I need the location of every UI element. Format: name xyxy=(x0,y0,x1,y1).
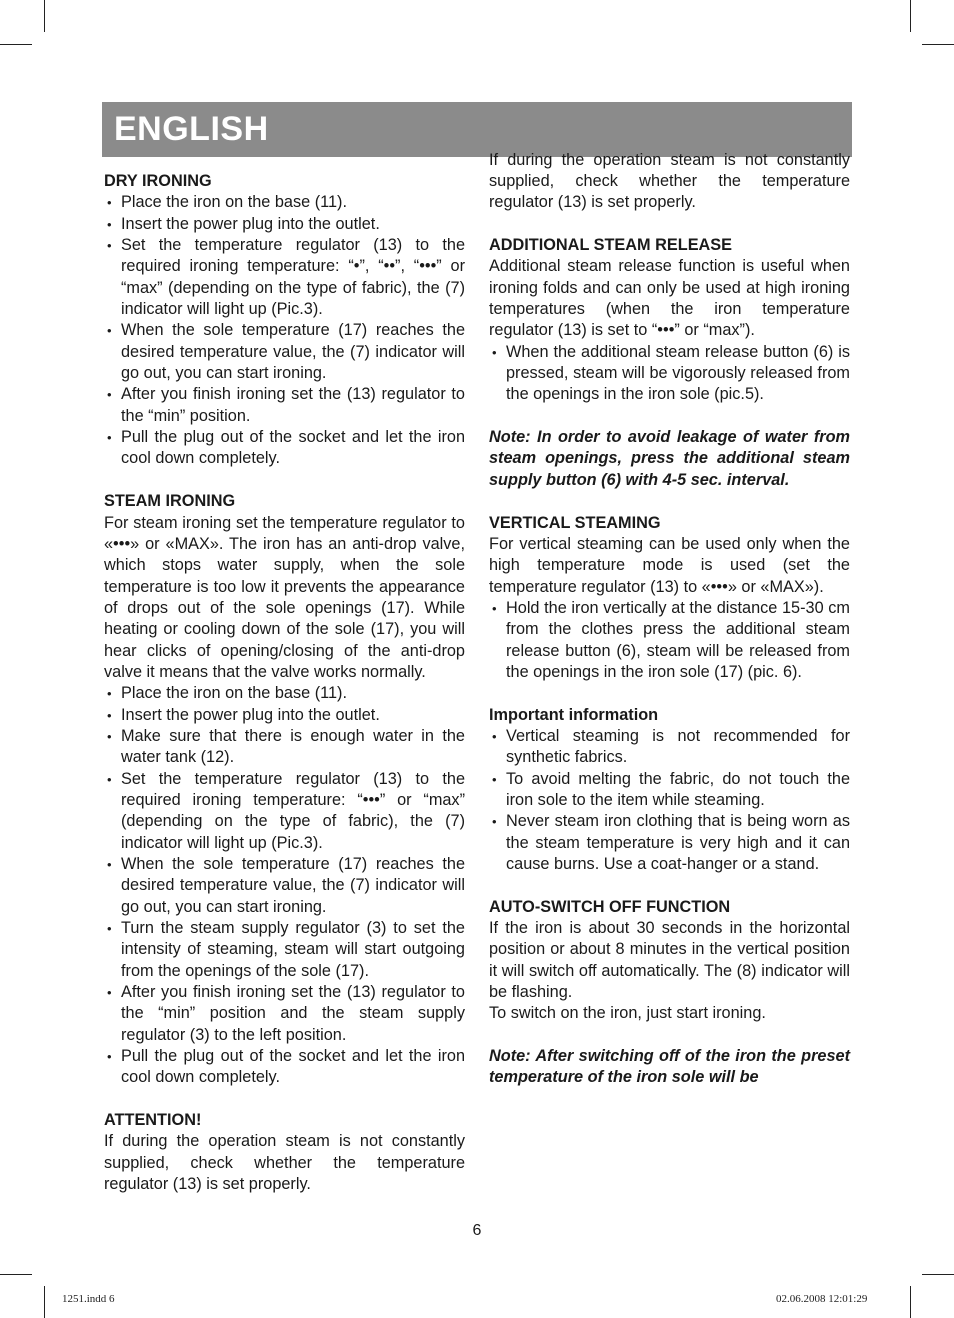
vertical-steaming-heading: VERTICAL STEAMING xyxy=(489,513,661,532)
auto-off-text: If the iron is about 30 seconds in the horizontal position or about 8 minutes in the vertical position it will switch off automatically. The (8) indicator will be flashing. xyxy=(489,919,850,1002)
auto-off-note: Note: After switching off of the iron the preset temperature of the iron sole will be xyxy=(489,1047,850,1087)
crop-mark xyxy=(0,44,32,45)
auto-off-heading: AUTO-SWITCH OFF FUNCTION xyxy=(489,897,731,916)
list-item: • Place the iron on the base (11). xyxy=(104,683,465,704)
important-info-heading: Important information xyxy=(489,705,659,724)
auto-off-text-2: To switch on the iron, just start ironing. xyxy=(489,1004,766,1023)
additional-steam-heading: ADDITIONAL STEAM RELEASE xyxy=(489,236,733,255)
steam-ironing-heading: STEAM IRONING xyxy=(104,492,236,511)
page-title: ENGLISH xyxy=(114,110,269,148)
attention-continuation xyxy=(489,150,850,214)
list-item: • Place the iron on the base (11). xyxy=(104,192,465,213)
list-item: • When the sole temperature (17) reaches the desired temperature value, the (7) indicator will go out, you can start ironing. xyxy=(104,320,465,384)
crop-mark xyxy=(922,1274,954,1275)
attention-text: If during the operation steam is not constantly supplied, check whether the temperature regulator (13) is set properly. xyxy=(104,1132,465,1194)
steam-ironing-intro: For steam ironing set the temperature regulator to «•••» or «MAX». The iron has an anti-drop valve, which stops water supply, when the sole temperature is too low it prevents the appearance of drops out of the sole openings (17). While heating or cooling down of the sole (17), you will hear clicks of opening/closing of the anti-drop valve it means that the valve works normally. xyxy=(104,513,465,681)
important-info-list xyxy=(489,726,850,875)
page-number: 6 xyxy=(472,1222,482,1239)
list-item: • To avoid melting the fabric, do not touch the iron sole to the item while steaming. xyxy=(489,769,850,812)
attention-text-continued: If during the operation steam is not constantly supplied, check whether the temperature regulator (13) is set properly. xyxy=(489,150,850,212)
crop-mark xyxy=(44,1286,45,1318)
crop-mark xyxy=(922,44,954,45)
list-item: • Turn the steam supply regulator (3) to set the intensity of steaming, steam will start outgoing from the openings of the sole (17). xyxy=(104,918,465,982)
list-item: • Pull the plug out of the socket and let the iron cool down completely. xyxy=(104,1046,465,1089)
list-item: • After you finish ironing set the (13) regulator to the “min” position and the steam supply regulator (3) to the left position. xyxy=(104,982,465,1046)
date-slug: 02.06.2008 12:01:29 xyxy=(776,1293,868,1305)
crop-mark xyxy=(0,1274,32,1275)
crop-mark xyxy=(910,0,911,32)
dry-ironing-list xyxy=(104,192,465,469)
list-item: • Set the temperature regulator (13) to the required ironing temperature: “•••” or “max” (depending on the type of fabric), the (7) indicator will light up (Pic.3). xyxy=(104,769,465,854)
additional-steam-note: Note: In order to avoid leakage of water from steam openings, press the additional steam supply button (6) with 4-5 sec. interval. xyxy=(489,428,850,489)
file-slug: 1251.indd 6 xyxy=(62,1293,115,1305)
crop-mark xyxy=(910,1286,911,1318)
vertical-steaming-intro: For vertical steaming can be used only when the high temperature mode is used (set the temperature regulator (13) to «•••» or «MAX»). xyxy=(489,534,850,596)
list-item: • Pull the plug out of the socket and let the iron cool down completely. xyxy=(104,427,465,470)
list-item: • Set the temperature regulator (13) to the required ironing temperature: “•”, “••”, “•••” or “max” (depending on the type of fabric), the (7) indicator will light up (Pic.3). xyxy=(104,235,465,320)
right-column xyxy=(489,150,850,1089)
dry-ironing-heading: DRY IRONING xyxy=(104,172,212,190)
list-item: • After you finish ironing set the (13) regulator to the “min” position. xyxy=(104,384,465,427)
vertical-steaming-list xyxy=(489,598,850,683)
additional-steam-list xyxy=(489,342,850,406)
left-column xyxy=(104,171,465,1194)
steam-ironing-list xyxy=(104,683,465,1089)
crop-mark xyxy=(44,0,45,32)
additional-steam-intro: Additional steam release function is useful when ironing folds and can only be used at high ironing temperatures (when the iron temperature regulator (13) is set to “•••” or “max”). xyxy=(489,257,850,340)
list-item: • When the sole temperature (17) reaches the desired temperature value, the (7) indicator will go out, you can start ironing. xyxy=(104,854,465,918)
list-item: • Vertical steaming is not recommended for synthetic fabrics. xyxy=(489,726,850,769)
list-item: • Make sure that there is enough water in the water tank (12). xyxy=(104,726,465,769)
list-item: • Hold the iron vertically at the distance 15-30 cm from the clothes press the additional steam release button (6), steam will be released from the openings in the iron sole (17) (pic. 6). xyxy=(489,598,850,683)
list-item: • When the additional steam release button (6) is pressed, steam will be vigorously released from the openings in the iron sole (pic.5). xyxy=(489,342,850,406)
attention-heading: ATTENTION! xyxy=(104,1111,202,1130)
list-item: • Never steam iron clothing that is being worn as the steam temperature is very high and it can cause burns. Use a coat-hanger or a stand. xyxy=(489,811,850,875)
list-item: • Insert the power plug into the outlet. xyxy=(104,214,465,235)
list-item: • Insert the power plug into the outlet. xyxy=(104,705,465,726)
